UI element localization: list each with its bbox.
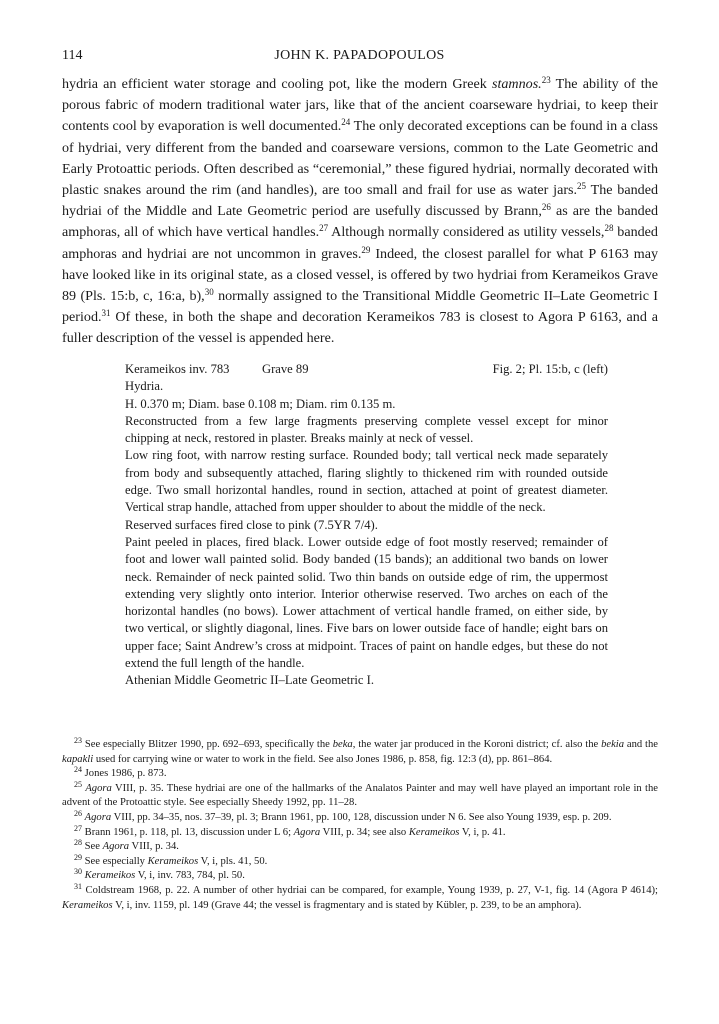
footnote-ref[interactable]: 30 [204,287,214,298]
footnote-ref[interactable]: 28 [604,223,614,234]
catalogue-grave: Grave 89 [262,362,309,376]
footnote-ref[interactable]: 23 [541,75,551,85]
body-paragraph: hydria an efficient water storage and cooling pot, like the modern Greek stamnos.$^{23}$ The ability of the porous fabric of modern traditional water jars, like that of the ancient coarseware hydriai, to keep their contents cool by evaporation is well documented.$^{24}$ The only decorated exceptions can be found in a class of hydriai, very different from the banded and coarseware versions, common to the Late Geometric and Early Protoattic periods. Often described as “ceremonial,” these figured hydriai, normally decorated with plastic snakes around the rim (and handles), are too small and frail for use as water jars.$^{25}$ The banded hydriai of the Middle and Late Geometric period are usefully discussed by Brann,$^{26}$ as are the banded amphoras, all of which have vertical handles.$^{27}$ Although normally considered as utility vessels,$^{28}$ banded amphoras and hydriai are not uncommon in graves.$^{29}$ Indeed, the closest parallel for what P 6163 may have looked like in its original state, as a closed vessel, is offered by two hydriai from Kerameikos Grave 89 (Pls. 15:b, c, 16:a, b),$^{30}$ normally assigned to the Transitional Middle Geometric II–Late Geometric I period.$^{31}$ Of these, in both the shape and decoration Kerameikos 783 is closest to Agora P 6163, and a fuller description of the vessel is appended here. [62,75,658,347]
page-header [62,48,657,66]
catalogue-entry [125,361,608,690]
footnote-text: , the water jar produced in the Koroni district; cf. also the [352,739,602,750]
footnote-text: See especially [84,855,148,867]
footnote-number: 26 [74,808,82,818]
footnote-number: 24 [74,765,82,775]
footnote-number: 29 [74,852,82,862]
footnote-text: V, i, pls. 41, 50. [198,855,268,867]
footnote-text: V, i, p. 41. [459,826,506,838]
footnote-ref[interactable]: 29 [361,244,371,255]
catalogue-inventory: Kerameikos inv. 783 [125,362,230,376]
footnote-number: 30 [74,867,82,877]
footnote-text: VIII, p. 34. [129,841,179,853]
footnote-text: and the [624,739,658,750]
footnote-text: bekia [601,739,625,750]
footnote [62,823,658,841]
footnote [62,767,658,782]
footnote [62,738,658,767]
footnote-text: V, i, inv. 783, 784, pl. 50. [135,870,245,882]
catalogue-heading [125,361,608,378]
footnote-number: 28 [74,838,82,848]
footnote [62,840,658,855]
footnote-text: V, i, inv. 1159, pl. 149 (Grave 44; the vessel is fragmentary and is stated by Kübler, p. 239, to be an amphora). [112,899,582,911]
page-number: 114 [62,48,83,63]
catalogue-fabric: Reserved surfaces fired close to pink (7.5YR 7/4). [125,517,378,532]
footnote-text: Jones 1986, p. 873. [84,768,167,780]
catalogue-figure-ref: Fig. 2; Pl. 15:b, c (left) [492,362,608,376]
footnote-text: kapakli [62,753,94,765]
catalogue-date: Athenian Middle Geometric II–Late Geometric I. [125,673,374,688]
footnote-ref[interactable]: 31 [101,308,111,319]
footnote-text: Kerameikos [62,899,113,911]
footnote-number: 27 [74,823,82,833]
catalogue-condition: Reconstructed from a few large fragments preserving complete vessel except for minor chipping at neck, restored in plaster. Breaks mainly at neck of vessel. [125,413,608,446]
footnote-number: 25 [74,779,82,789]
footnote-text: Kerameikos [147,855,199,867]
footnote-text: Agora [293,826,321,838]
catalogue-shape: Low ring foot, with narrow resting surface. Rounded body; tall vertical neck made separately from body and subsequently attached, flaring slightly to thickened rim with rounded outside edge. Two small horizontal handles, round in section, attached at point of greatest diameter. Vertical strap handle, attached from upper shoulder to about the middle of the neck. [125,448,608,515]
footnote-number: 31 [74,881,82,891]
footnote [62,881,658,913]
footnote [62,869,658,884]
footnote-ref[interactable]: 24 [341,117,351,128]
footnote [62,808,658,826]
footnote-text: Agora [102,841,130,853]
footnote-text: Kerameikos [408,826,460,838]
catalogue-dimensions: H. 0.370 m; Diam. base 0.108 m; Diam. rim 0.135 m. [125,396,396,411]
footnote-text: VIII, p. 34; see also [320,826,409,838]
footnote-text: Kerameikos [84,870,136,882]
catalogue-decoration: Paint peeled in places, fired black. Lower outside edge of foot mostly reserved; remainder of foot and lower wall painted solid. Body banded (15 bands); an additional two bands on lower neck. Remainder of neck painted solid. Two thin bands on outside edge of rim, the uppermost extending very slightly onto interior. Interior otherwise reserved. Two arches on each of the horizontal handles (no bows). Lower attachment of vertical handle framed, on either side, by two vertical, or slightly diagonal, lines. Five bars on lower outside face of handle; eight bars on upper face; Saint Andrew’s cross at midpoint. Traces of paint on handle edges, but these do not extend the full length of the handle. [125,534,608,671]
footnote-text: Coldstream 1968, p. 22. A number of other hydriai can be compared, for example, Young 1939, p. 27, V-1, fig. 14 (Agora P 4614); [85,884,658,896]
footnote-text: See especially Blitzer 1990, pp. 692–693, specifically the [84,739,333,750]
footnote-text: VIII, p. 35. These hydriai are one of the hallmarks of the Analatos Painter and may well have played an important role in the advent of the Protoattic style. See especially Sheedy 1992, pp. 11–28. [62,782,658,809]
footnote-text: See [84,841,103,853]
footnote-text: Agora [84,811,112,823]
footnote-text: beka [332,739,353,750]
footnotes [62,738,658,913]
footnote [62,852,658,870]
running-head: JOHN K. PAPADOPOULOS [274,48,445,63]
footnote [62,779,658,811]
footnote-ref[interactable]: 26 [541,202,551,213]
footnote-text: Brann 1961, p. 118, pl. 13, discussion under L 6; [84,826,294,838]
footnote-ref[interactable]: 27 [319,223,329,234]
footnote-text: used for carrying wine or water to work in the field. See also Jones 1986, p. 858, fig. 12:3 (d), pp. 861–864. [93,753,553,765]
footnote-text: VIII, pp. 34–35, nos. 37–39, pl. 3; Brann 1961, pp. 100, 128, discussion under N 6. See also Young 1939, esp. p. 209. [111,811,612,823]
footnote-text: Agora [85,782,112,794]
footnote-ref[interactable]: 25 [577,181,587,192]
footnote-number: 23 [74,736,82,745]
body-text [62,74,658,350]
catalogue-type: Hydria. [125,379,164,394]
